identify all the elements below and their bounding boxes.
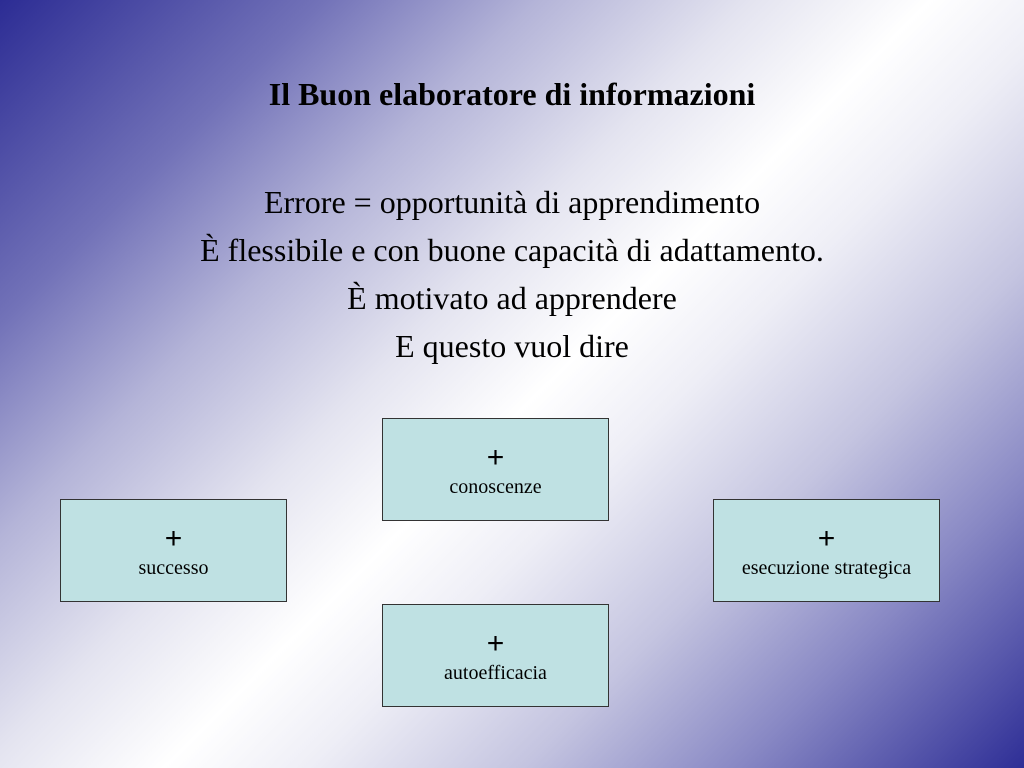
plus-sign: + xyxy=(486,441,505,474)
box-label: conoscenze xyxy=(449,476,542,498)
plus-sign: + xyxy=(817,522,836,555)
body-line-errore: Errore = opportunità di apprendimento xyxy=(263,184,761,220)
box-label: autoefficacia xyxy=(444,662,547,684)
body-line-flessibile: È flessibile e con buone capacità di adattamento. xyxy=(200,232,824,268)
box-autoefficacia xyxy=(382,604,609,707)
plus-sign: + xyxy=(164,522,183,555)
box-label: successo xyxy=(138,557,209,579)
slide-title: Il Buon elaboratore di informazioni xyxy=(268,76,756,112)
body-line-questo: E questo vuol dire xyxy=(395,328,629,364)
box-esecuzione-strategica xyxy=(713,499,940,602)
slide-body xyxy=(0,178,1024,370)
box-label: esecuzione strategica xyxy=(741,557,912,579)
box-conoscenze xyxy=(382,418,609,521)
body-line-motivato: È motivato ad apprendere xyxy=(347,280,677,316)
box-successo xyxy=(60,499,287,602)
plus-sign: + xyxy=(486,627,505,660)
